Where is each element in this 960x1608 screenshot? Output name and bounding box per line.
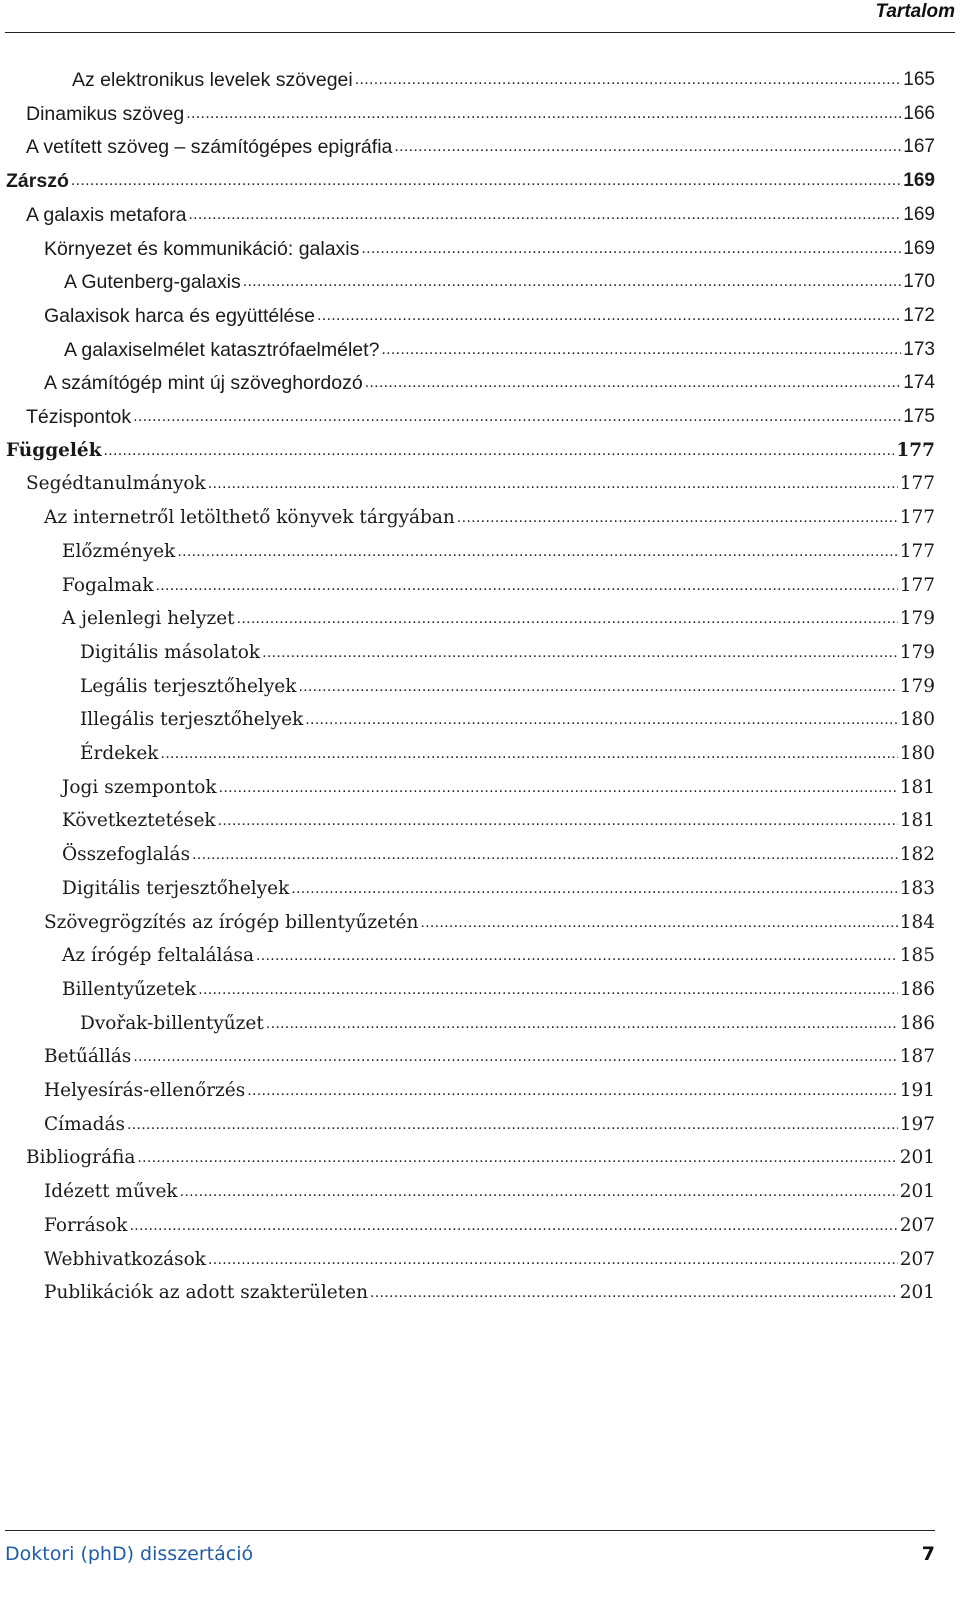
toc-entry-label: Források	[44, 1214, 128, 1236]
dot-leader	[237, 607, 898, 631]
toc-entry-label: Előzmények	[62, 540, 176, 562]
toc-entry-label: A Gutenberg-galaxis	[64, 271, 241, 294]
toc-entry-label: Idézett művek	[44, 1181, 178, 1203]
toc-entry-label: A vetített szöveg – számítógépes epigráfia	[26, 136, 393, 159]
toc-entry-page-number: 182	[899, 844, 935, 866]
page-number: 7	[921, 1543, 935, 1565]
dot-leader	[420, 911, 897, 935]
toc-entry-page-number: 185	[899, 945, 935, 967]
toc-entry-page-number: 174	[903, 372, 935, 394]
toc-entry-label: A galaxis metafora	[26, 203, 187, 226]
dot-leader	[266, 1012, 898, 1036]
toc-entry[interactable]	[0, 901, 935, 935]
dot-leader	[365, 371, 902, 395]
toc-entry[interactable]	[0, 429, 935, 463]
toc-entry-label: Publikációk az adott szakterületen	[44, 1282, 368, 1304]
toc-entry-page-number: 207	[899, 1214, 935, 1236]
toc-entry-label: Következtetések	[62, 810, 216, 832]
toc-entry[interactable]	[0, 1238, 935, 1272]
toc-entry-label: Galaxisok harca és együttélése	[44, 304, 315, 327]
toc-entry[interactable]	[0, 496, 935, 530]
toc-entry[interactable]	[0, 698, 935, 732]
toc-entry-page-number: 169	[903, 203, 935, 225]
dot-leader	[370, 1281, 898, 1305]
toc-entry-page-number: 172	[903, 304, 935, 326]
dot-leader	[394, 135, 901, 159]
toc-entry-page-number: 165	[903, 69, 935, 90]
toc-entry-label: Szövegrögzítés az írógép billentyűzetén	[44, 911, 419, 933]
toc-entry-page-number: 201	[899, 1147, 935, 1169]
toc-entry-page-number: 191	[899, 1080, 935, 1101]
toc-entry-page-number: 169	[903, 170, 935, 192]
toc-entry-label: A jelenlegi helyzet	[62, 608, 235, 630]
toc-entry-page-number: 179	[899, 608, 935, 630]
toc-entry-page-number: 166	[903, 102, 935, 124]
toc-entry-page-number: 177	[896, 439, 935, 461]
toc-entry-page-number: 180	[899, 709, 935, 731]
toc-entry-page-number: 186	[899, 1012, 935, 1034]
dot-leader	[208, 1248, 898, 1272]
dot-leader	[133, 405, 901, 429]
dot-leader	[361, 237, 901, 261]
dot-leader	[137, 1146, 897, 1170]
toc-entry-page-number: 177	[899, 473, 935, 495]
toc-entry[interactable]	[0, 1136, 935, 1170]
toc-entry-page-number: 207	[899, 1248, 935, 1270]
toc-entry[interactable]	[0, 564, 935, 598]
dot-leader	[243, 270, 902, 294]
toc-entry[interactable]	[0, 833, 935, 867]
dot-leader	[177, 540, 897, 564]
toc-entry[interactable]	[0, 92, 935, 126]
toc-entry-page-number: 181	[899, 810, 935, 832]
dot-leader	[71, 169, 901, 193]
dot-leader	[256, 944, 898, 968]
toc-entry[interactable]	[0, 1002, 935, 1036]
toc-entry-label: Segédtanulmányok	[26, 473, 206, 495]
dot-leader	[156, 574, 898, 598]
toc-entry-label: A számítógép mint új szöveghordozó	[44, 372, 363, 395]
toc-entry-label: Összefoglalás	[62, 844, 191, 866]
toc-entry-label: Betűállás	[44, 1046, 132, 1068]
toc-entry-label: Függelék	[6, 439, 102, 461]
toc-entry-label: Billentyűzetek	[62, 978, 197, 1000]
toc-entry[interactable]	[0, 968, 935, 1002]
toc-entry[interactable]	[0, 193, 935, 227]
toc-entry-page-number: 170	[903, 271, 935, 293]
dot-leader	[355, 68, 902, 92]
toc-entry-label: Címadás	[44, 1113, 126, 1135]
dot-leader	[247, 1079, 897, 1103]
toc-entry[interactable]	[0, 227, 935, 261]
dot-leader	[130, 1214, 898, 1238]
toc-entry[interactable]	[0, 1035, 935, 1069]
toc-entry-label: Legális terjesztőhelyek	[80, 675, 297, 697]
dot-leader	[298, 675, 897, 699]
dot-leader	[161, 742, 898, 766]
toc-entry[interactable]	[0, 294, 935, 328]
toc-entry[interactable]	[0, 766, 935, 800]
toc-entry[interactable]	[0, 125, 935, 159]
toc-entry-label: Zárszó	[6, 170, 69, 193]
toc-entry-page-number: 201	[899, 1181, 935, 1203]
toc-entry-page-number: 180	[899, 743, 935, 764]
toc-entry[interactable]	[0, 597, 935, 631]
toc-entry-page-number: 183	[899, 877, 935, 899]
toc-entry-label: Fogalmak	[62, 574, 154, 596]
toc-entry-page-number: 179	[899, 675, 935, 697]
toc-entry-label: Környezet és kommunikáció: galaxis	[44, 237, 360, 260]
toc-entry-page-number: 197	[899, 1113, 935, 1135]
dot-leader	[381, 338, 901, 362]
toc-entry-page-number: 201	[899, 1282, 935, 1304]
toc-entry[interactable]	[0, 260, 935, 294]
toc-entry[interactable]	[0, 1103, 935, 1137]
toc-entry-label: Digitális terjesztőhelyek	[62, 877, 290, 899]
toc-entry[interactable]	[0, 799, 935, 833]
toc-entry-label: Illegális terjesztőhelyek	[80, 709, 304, 731]
toc-entry[interactable]	[0, 1271, 935, 1305]
dot-leader	[262, 641, 898, 665]
dot-leader	[133, 1045, 897, 1069]
toc-entry[interactable]	[0, 631, 935, 665]
toc-entry-label: Az internetről letölthető könyvek tárgyában	[44, 507, 455, 529]
toc-entry-label: Dinamikus szöveg	[26, 102, 185, 125]
dot-leader	[219, 776, 898, 800]
dot-leader	[180, 1180, 898, 1204]
toc-entry[interactable]	[0, 1204, 935, 1238]
toc-entry[interactable]	[0, 328, 935, 362]
toc-entry-page-number: 173	[903, 338, 935, 360]
toc-entry-page-number: 177	[899, 540, 935, 562]
toc-entry-label: Webhivatkozások	[44, 1248, 207, 1270]
dot-leader	[186, 102, 901, 126]
toc-entry-label: Helyesírás-ellenőrzés	[44, 1080, 246, 1101]
dot-leader	[104, 439, 895, 463]
toc-entry-label: Érdekek	[80, 743, 159, 764]
toc-entry-page-number: 177	[899, 507, 935, 529]
toc-entry[interactable]	[0, 530, 935, 564]
toc-entry-page-number: 187	[899, 1046, 935, 1068]
toc-entry[interactable]	[0, 361, 935, 395]
toc-entry-label: Digitális másolatok	[80, 641, 261, 663]
toc-entry-page-number: 167	[903, 136, 935, 158]
toc-entry[interactable]	[0, 1170, 935, 1204]
dot-leader	[317, 304, 901, 328]
toc-entry[interactable]	[0, 1069, 935, 1103]
toc-entry-label: Bibliográfia	[26, 1147, 136, 1169]
toc-entry-label: Jogi szempontok	[62, 776, 217, 798]
toc-entry[interactable]	[0, 934, 935, 968]
toc-entry-label: A galaxiselmélet katasztrófaelmélet?	[64, 338, 380, 361]
dot-leader	[305, 708, 897, 732]
dot-leader	[198, 978, 897, 1002]
toc-entry-page-number: 169	[903, 237, 935, 259]
header-title: Tartalom	[875, 1, 955, 22]
toc-entry-page-number: 179	[899, 641, 935, 663]
toc-entry[interactable]	[0, 732, 935, 766]
page-footer	[5, 1530, 935, 1565]
toc-entry[interactable]	[0, 665, 935, 699]
dot-leader	[208, 472, 898, 496]
toc-entry[interactable]	[0, 867, 935, 901]
toc-entry-label: Az írógép feltalálása	[62, 945, 254, 967]
toc-entry-page-number: 175	[903, 406, 935, 427]
toc-entry-label: Dvořak-billentyűzet	[80, 1012, 264, 1034]
toc-entry-page-number: 184	[899, 911, 935, 933]
footer-title: Doktori (phD) disszertáció	[5, 1543, 254, 1565]
toc-entry[interactable]	[0, 58, 935, 92]
toc-entry-page-number: 177	[899, 574, 935, 596]
dot-leader	[192, 843, 898, 867]
toc-entry[interactable]	[0, 395, 935, 429]
dot-leader	[127, 1113, 898, 1137]
toc-entry-label: Az elektronikus levelek szövegei	[72, 69, 353, 91]
toc-entry-label: Tézispontok	[26, 406, 132, 428]
toc-entry-page-number: 186	[899, 978, 935, 1000]
dot-leader	[457, 506, 898, 530]
dot-leader	[291, 877, 897, 901]
toc-entry-page-number: 181	[899, 776, 935, 798]
toc-entry[interactable]	[0, 462, 935, 496]
dot-leader	[218, 809, 898, 833]
toc-entry[interactable]	[0, 159, 935, 193]
running-header	[5, 0, 955, 33]
dot-leader	[188, 203, 901, 227]
